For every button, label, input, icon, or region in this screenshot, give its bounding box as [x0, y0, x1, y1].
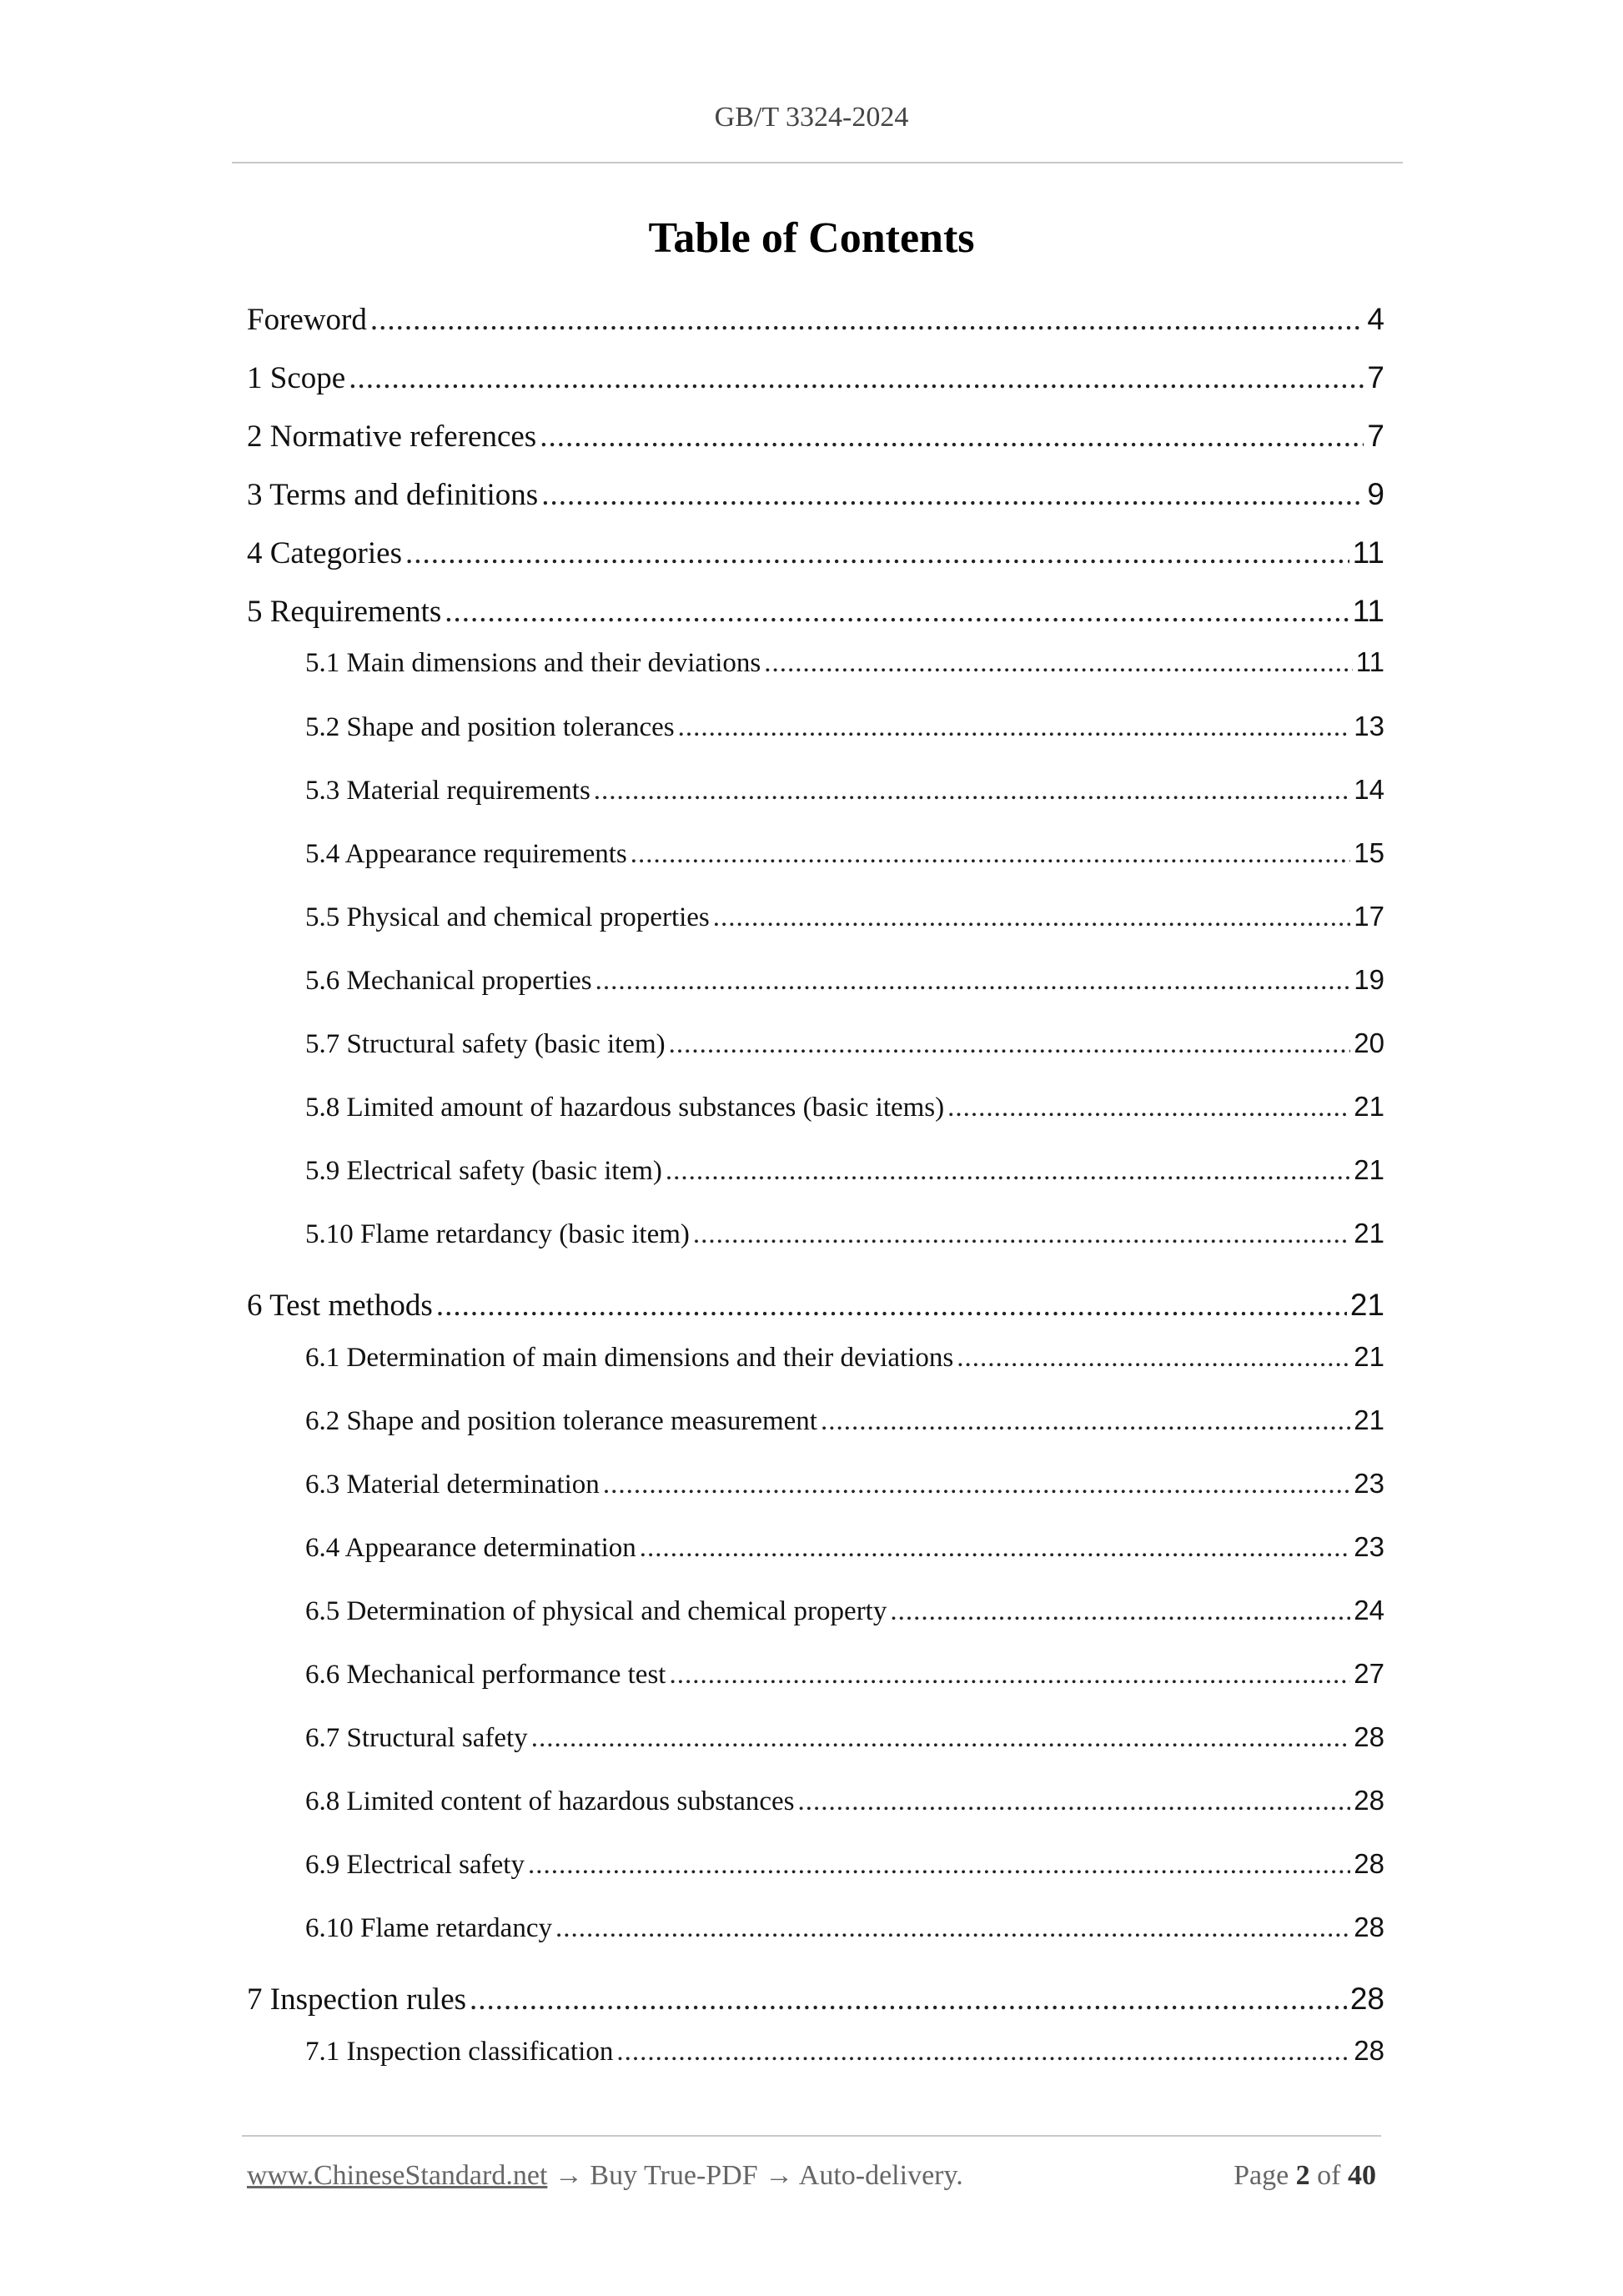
footer-tagline: → Buy True-PDF → Auto-delivery. — [547, 2160, 963, 2191]
toc-entry[interactable] — [305, 964, 1384, 997]
toc-entry-page: 27 — [1354, 1658, 1384, 1689]
toc-entry[interactable] — [247, 535, 1384, 571]
toc-leader-dots — [693, 1219, 1350, 1250]
toc-entry-page: 19 — [1354, 964, 1384, 995]
toc-entry-page: 28 — [1354, 2035, 1384, 2066]
toc-leader-dots — [957, 1343, 1350, 1374]
toc-entry-label: Foreword — [247, 303, 367, 337]
toc-entry-page: 17 — [1354, 901, 1384, 932]
toc-entry-label: 5.4 Appearance requirements — [305, 839, 627, 869]
toc-leader-dots — [531, 1723, 1351, 1754]
toc-entry-page: 28 — [1349, 1982, 1384, 2016]
toc-entry-page: 23 — [1354, 1468, 1384, 1499]
toc-entry[interactable] — [305, 711, 1384, 743]
toc-entry-label: 7 Inspection rules — [247, 1982, 467, 2017]
toc-entry-label: 6.4 Appearance determination — [305, 1533, 636, 1563]
toc-entry[interactable] — [247, 302, 1384, 338]
toc-entry-label: 5.3 Material requirements — [305, 776, 590, 806]
toc-leader-dots — [666, 1156, 1350, 1187]
toc-entry-page: 28 — [1354, 1785, 1384, 1816]
toc-entry-page: 9 — [1367, 477, 1384, 511]
toc-entry-page: 15 — [1354, 837, 1384, 868]
toc-entry[interactable] — [247, 419, 1384, 455]
toc-leader-dots — [349, 360, 1364, 396]
toc-entry-label: 5.1 Main dimensions and their deviations — [305, 648, 761, 678]
toc-entry[interactable] — [305, 1721, 1384, 1754]
toc-entry-label: 6.9 Electrical safety — [305, 1850, 525, 1880]
page-total: 40 — [1348, 2160, 1376, 2191]
toc-entry-page: 11 — [1355, 646, 1384, 677]
toc-entry-page: 21 — [1354, 1404, 1384, 1435]
site-link[interactable]: www.ChineseStandard.net — [247, 2160, 548, 2191]
toc-leader-dots — [821, 1406, 1350, 1437]
toc-entry[interactable] — [305, 1912, 1384, 1944]
toc-entry-page: 7 — [1367, 360, 1384, 394]
toc-leader-dots — [445, 594, 1349, 630]
footer-left — [247, 2160, 963, 2192]
toc-entry-label: 4 Categories — [247, 536, 402, 570]
toc-entry-page: 24 — [1354, 1595, 1384, 1625]
toc-entry-page: 21 — [1354, 1154, 1384, 1185]
toc-entry[interactable] — [305, 1848, 1384, 1881]
toc-leader-dots — [540, 419, 1364, 455]
toc-entry[interactable] — [305, 837, 1384, 870]
toc-entry[interactable] — [305, 1595, 1384, 1627]
toc-entry[interactable] — [247, 477, 1384, 513]
toc-leader-dots — [669, 1029, 1351, 1060]
toc-leader-dots — [764, 648, 1352, 679]
toc-entry-page: 28 — [1354, 1912, 1384, 1942]
page-indicator — [1234, 2160, 1376, 2192]
toc-entry-page: 21 — [1354, 1341, 1384, 1372]
toc-leader-dots — [947, 1093, 1350, 1123]
toc-leader-dots — [640, 1533, 1351, 1564]
footer-divider — [242, 2135, 1381, 2137]
toc-entry-label: 6.7 Structural safety — [305, 1723, 528, 1753]
toc-entry-page: 21 — [1354, 1218, 1384, 1248]
toc-entry-label: 5 Requirements — [247, 595, 442, 629]
page-header: GB/T 3324-2024 — [714, 102, 909, 133]
page-prefix: Page — [1234, 2160, 1296, 2191]
toc-entry-label: 3 Terms and definitions — [247, 478, 539, 512]
toc-entry-label: 2 Normative references — [247, 420, 537, 454]
toc-entry-label: 1 Scope — [247, 361, 346, 395]
toc-leader-dots — [890, 1596, 1350, 1627]
toc-entry-page: 7 — [1367, 419, 1384, 453]
toc-entry-label: 5.5 Physical and chemical properties — [305, 902, 710, 932]
toc-entry-page: 28 — [1354, 1721, 1384, 1752]
toc-entry-page: 21 — [1349, 1288, 1384, 1322]
toc-entry-label: 6.5 Determination of physical and chemical property — [305, 1596, 887, 1626]
toc-leader-dots — [555, 1913, 1350, 1944]
toc-entry-label: 5.9 Electrical safety (basic item) — [305, 1156, 662, 1186]
toc-entry-label: 6.10 Flame retardancy — [305, 1913, 552, 1943]
toc-leader-dots — [603, 1470, 1350, 1500]
toc-entry[interactable] — [305, 1341, 1384, 1374]
toc-leader-dots — [470, 1982, 1347, 2017]
toc-entry[interactable] — [305, 646, 1384, 679]
toc-entry-label: 6.1 Determination of main dimensions and their deviations — [305, 1343, 954, 1373]
toc-leader-dots — [631, 839, 1351, 870]
toc-entry-page: 11 — [1352, 594, 1384, 628]
toc-leader-dots — [528, 1850, 1350, 1881]
toc-entry[interactable] — [247, 1288, 1384, 1324]
toc-entry[interactable] — [305, 1404, 1384, 1437]
toc-entry[interactable] — [305, 1658, 1384, 1691]
toc-leader-dots — [541, 477, 1364, 513]
toc-leader-dots — [370, 302, 1364, 338]
toc-entry[interactable] — [305, 1027, 1384, 1060]
toc-entry-label: 5.2 Shape and position tolerances — [305, 712, 675, 742]
toc-leader-dots — [436, 1288, 1347, 1324]
page-current: 2 — [1295, 2160, 1310, 2191]
toc-entry-page: 21 — [1354, 1091, 1384, 1122]
header-divider — [232, 162, 1403, 163]
page-of: of — [1309, 2160, 1348, 2191]
toc-leader-dots — [405, 535, 1349, 571]
toc-leader-dots — [616, 2037, 1350, 2067]
toc-leader-dots — [594, 776, 1350, 806]
toc-entry[interactable] — [247, 594, 1384, 630]
toc-entry[interactable] — [305, 2035, 1384, 2067]
toc-entry-label: 6.6 Mechanical performance test — [305, 1660, 666, 1690]
toc-entry-page: 11 — [1352, 535, 1384, 570]
toc-entry-label: 6.8 Limited content of hazardous substances — [305, 1786, 795, 1816]
toc-entry-page: 23 — [1354, 1531, 1384, 1562]
toc-entry[interactable] — [305, 901, 1384, 933]
toc-entry-label: 6 Test methods — [247, 1289, 433, 1323]
toc-entry-page: 20 — [1354, 1027, 1384, 1058]
toc-leader-dots — [798, 1786, 1351, 1817]
toc-entry[interactable] — [305, 1531, 1384, 1564]
toc-title: Table of Contents — [648, 214, 975, 262]
toc-entry-label: 5.8 Limited amount of hazardous substances (basic items) — [305, 1093, 945, 1123]
toc-leader-dots — [713, 902, 1351, 933]
toc-entry-page: 4 — [1367, 302, 1384, 336]
toc-leader-dots — [595, 966, 1351, 997]
toc-leader-dots — [678, 712, 1351, 743]
toc-entry-page: 28 — [1354, 1848, 1384, 1879]
toc-entry-label: 5.6 Mechanical properties — [305, 966, 592, 996]
toc-entry[interactable] — [305, 1468, 1384, 1500]
toc-leader-dots — [669, 1660, 1350, 1691]
toc-entry-label: 6.3 Material determination — [305, 1470, 600, 1500]
toc-entry[interactable] — [305, 1785, 1384, 1817]
toc-entry-label: 7.1 Inspection classification — [305, 2037, 614, 2067]
toc-entry[interactable] — [305, 1154, 1384, 1187]
toc-entry-page: 13 — [1354, 711, 1384, 741]
toc-entry-label: 5.7 Structural safety (basic item) — [305, 1029, 666, 1059]
toc-entry[interactable] — [305, 774, 1384, 806]
toc-entry[interactable] — [305, 1218, 1384, 1250]
toc-entry-label: 6.2 Shape and position tolerance measurement — [305, 1406, 817, 1436]
toc-entry-page: 14 — [1354, 774, 1384, 805]
toc-entry[interactable] — [247, 1982, 1384, 2017]
toc-entry[interactable] — [247, 360, 1384, 396]
toc-entry[interactable] — [305, 1091, 1384, 1123]
toc-entry-label: 5.10 Flame retardancy (basic item) — [305, 1219, 690, 1249]
